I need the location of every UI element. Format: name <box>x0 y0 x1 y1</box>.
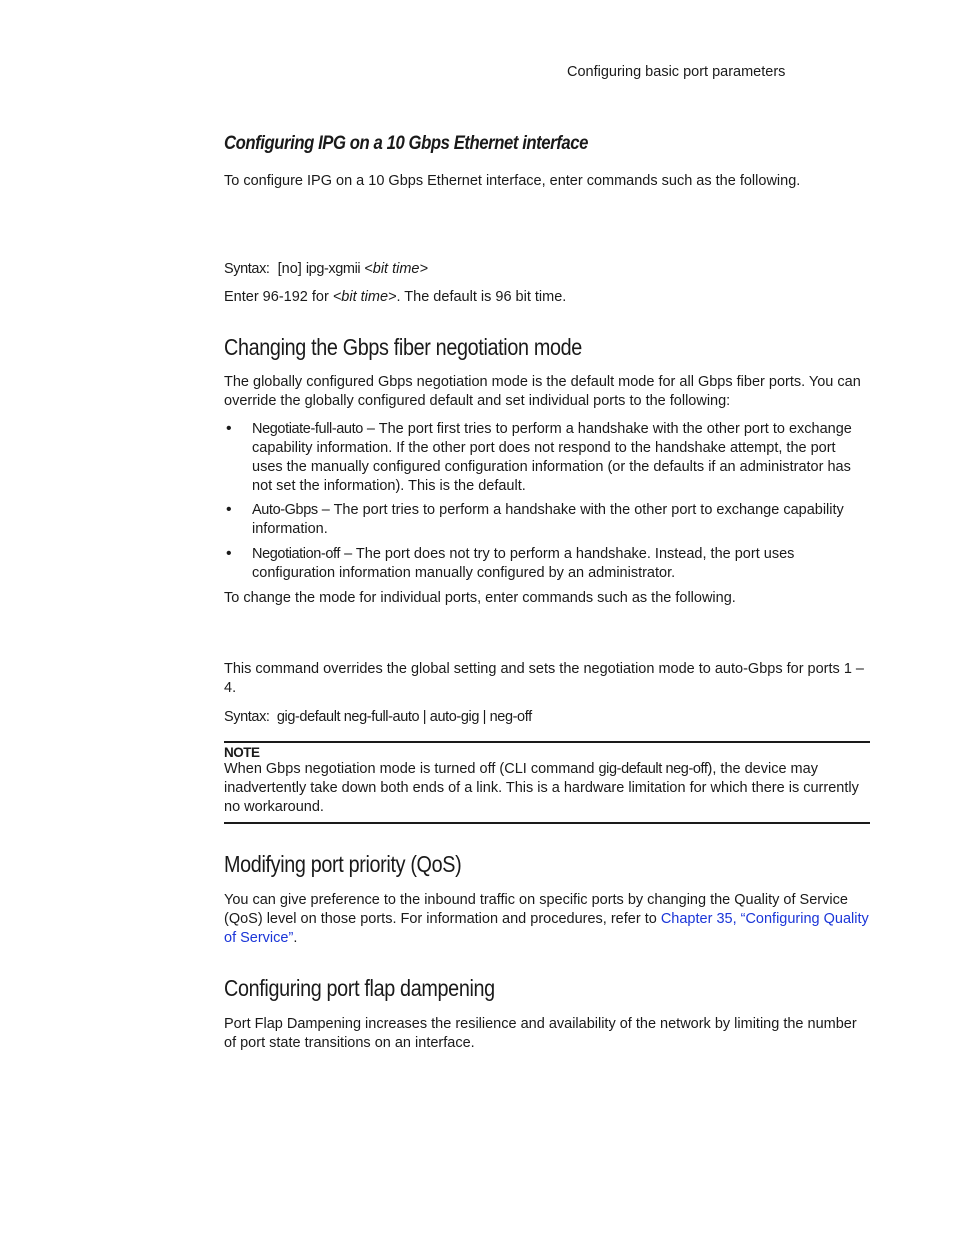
ipg-heading: Configuring IPG on a 10 Gbps Ethernet interface <box>224 133 588 154</box>
list-item <box>224 420 870 496</box>
note-command: gig-default neg-off <box>598 761 708 777</box>
bullet-text: – The port first tries to perform a handshake with the other port to exchange capability information. If the other port does not respond to the handshake attempt, the port uses the manually configured configuration information (or the defaults if an administrator has not set the information). This is the default. <box>252 421 852 494</box>
bullet-icon: • <box>226 501 232 518</box>
note-text <box>224 760 870 817</box>
syntax-label: Syntax: <box>224 261 270 277</box>
syntax-label: Syntax: <box>224 709 270 725</box>
qos-text-pre: You can give preference to the inbound traffic on specific ports by changing the Quality of Service (QoS) level on those ports. For information and procedures, refer to <box>224 892 848 927</box>
range-pre: Enter 96-192 for <box>224 289 333 305</box>
negotiation-heading: Changing the Gbps fiber negotiation mode <box>224 334 582 360</box>
range-post: . The default is 96 bit time. <box>396 289 567 305</box>
note-post: ), the device may inadvertently take down both ends of a link. This is a hardware limitation for which there is currently no workaround. <box>224 761 859 815</box>
negotiation-intro: The globally configured Gbps negotiation mode is the default mode for all Gbps fiber ports. You can override the globally configured default and set individual ports to the following: <box>224 374 861 409</box>
bullet-term: Negotiate-full-auto <box>252 421 363 437</box>
note-top-rule <box>224 741 870 743</box>
list-item <box>224 501 870 539</box>
syntax-command: ipg-xgmii <box>305 261 361 277</box>
bullet-text: – The port does not try to perform a handshake. Instead, the port uses configuration information manually configured by an administrator. <box>252 546 795 581</box>
syntax-parameter: <bit time> <box>364 261 428 277</box>
note-box <box>224 745 870 817</box>
override-text: This command overrides the global setting and sets the negotiation mode to auto-Gbps for ports 1 – 4. <box>224 661 864 696</box>
bullet-icon: • <box>226 420 232 437</box>
ipg-range-text <box>224 288 870 307</box>
flap-heading: Configuring port flap dampening <box>224 975 495 1001</box>
syntax-command: gig-default neg-full-auto | auto-gig | neg-off <box>276 709 532 725</box>
range-param: <bit time> <box>332 289 397 305</box>
bullet-term: Negotiation-off <box>252 546 341 562</box>
bullet-text: – The port tries to perform a handshake with the other port to exchange capability information. <box>252 502 844 537</box>
note-pre: When Gbps negotiation mode is turned off (CLI command <box>224 761 599 777</box>
ipg-syntax <box>224 260 870 279</box>
bullet-term: Auto-Gbps <box>252 502 318 518</box>
qos-text <box>224 891 870 948</box>
syntax-no: [no] <box>277 261 302 277</box>
qos-text-post: . <box>293 930 298 946</box>
qos-chapter-link[interactable]: Chapter 35, “Configuring Quality of Service” <box>224 911 869 946</box>
bullet-icon: • <box>226 545 232 562</box>
note-bottom-rule <box>224 822 870 824</box>
list-item <box>224 545 870 583</box>
qos-heading: Modifying port priority (QoS) <box>224 851 462 877</box>
running-header: Configuring basic port parameters <box>567 64 786 80</box>
flap-text: Port Flap Dampening increases the resilience and availability of the network by limiting the number of port state transitions on an interface. <box>224 1016 857 1051</box>
ipg-intro: To configure IPG on a 10 Gbps Ethernet interface, enter commands such as the following. <box>224 173 801 189</box>
negotiation-syntax <box>224 708 870 727</box>
note-title: NOTE <box>224 745 260 760</box>
change-mode-text: To change the mode for individual ports, enter commands such as the following. <box>224 590 736 606</box>
